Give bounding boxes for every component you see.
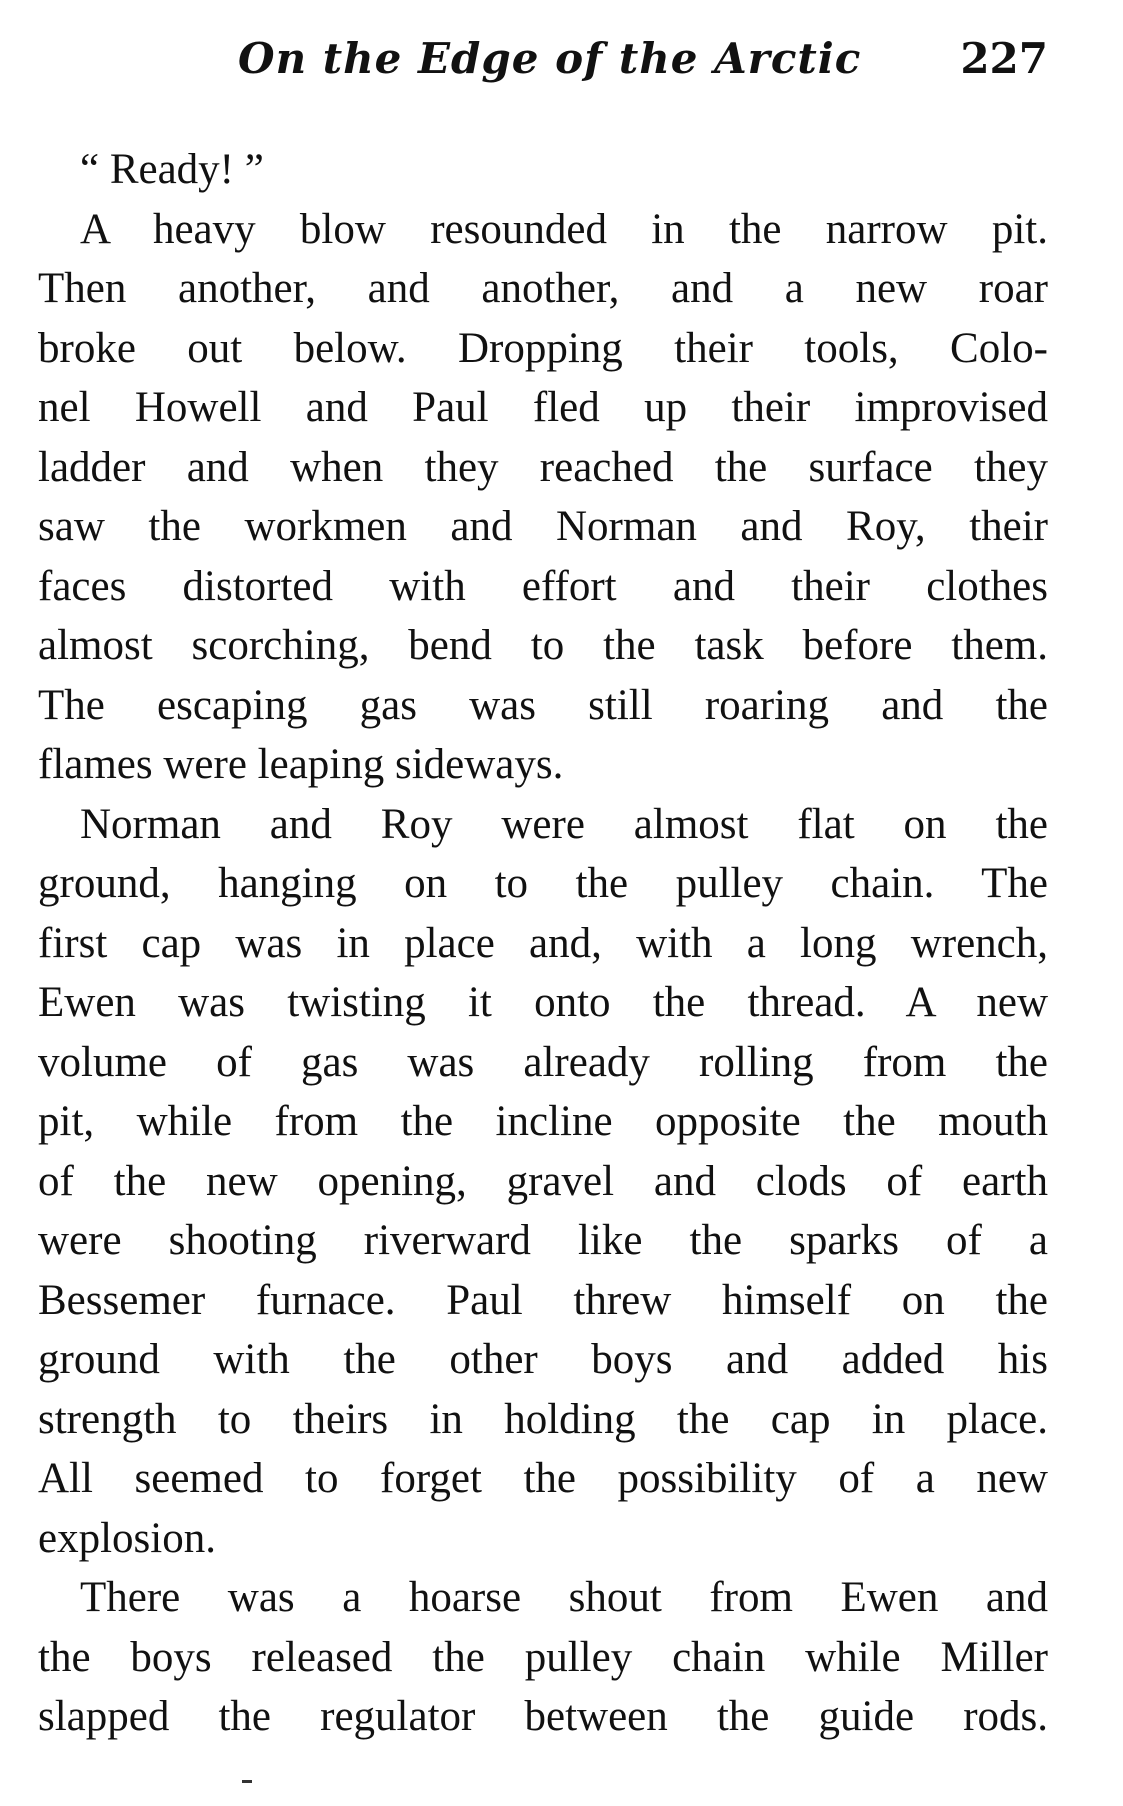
text-line: of the new opening, gravel and clods of earth xyxy=(38,1157,1048,1205)
paragraph xyxy=(38,795,1048,1569)
text-line: ground with the other boys and added his xyxy=(38,1336,1048,1383)
text-line: pit, while from the incline opposite the mouth xyxy=(38,1098,1048,1145)
text-line: “ Ready! ” xyxy=(80,146,264,193)
text-line: were shooting riverward like the sparks of a xyxy=(38,1217,1048,1264)
text-line: The escaping gas was still roaring and the xyxy=(38,681,1048,729)
text-line: saw the workmen and Norman and Roy, their xyxy=(38,503,1048,550)
paragraph xyxy=(38,200,1048,795)
text-line: There was a hoarse shout from Ewen and xyxy=(80,1574,1048,1621)
text-line: volume of gas was already rolling from the xyxy=(38,1038,1048,1086)
paragraph xyxy=(38,140,1048,200)
text-line: strength to theirs in holding the cap in place. xyxy=(38,1395,1048,1443)
text-line: Bessemer furnace. Paul threw himself on the xyxy=(38,1276,1048,1324)
text-line: the boys released the pulley chain while Miller xyxy=(38,1633,1048,1681)
text-line: A heavy blow resounded in the narrow pit. xyxy=(80,205,1048,253)
text-line: explosion. xyxy=(38,1514,216,1562)
text-line: nel Howell and Paul fled up their improvised xyxy=(38,384,1048,431)
text-line: almost scorching, bend to the task before them. xyxy=(38,622,1048,669)
running-head xyxy=(38,34,1048,94)
text-line: flames were leaping sideways. xyxy=(38,741,564,788)
book-page xyxy=(38,0,1048,1806)
text-line: Then another, and another, and a new roar xyxy=(38,265,1048,312)
text-line: Ewen was twisting it onto the thread. A new xyxy=(38,979,1048,1026)
paragraph xyxy=(38,1568,1048,1747)
text-line: ground, hanging on to the pulley chain. The xyxy=(38,860,1048,907)
text-line: All seemed to forget the possibility of a new xyxy=(38,1455,1048,1502)
page-number: 227 xyxy=(960,34,1048,83)
text-line: broke out below. Dropping their tools, Colo- xyxy=(38,324,1048,372)
running-title: On the Edge of the Arctic xyxy=(238,34,862,83)
text-line: faces distorted with effort and their clothes xyxy=(38,562,1048,610)
text-line: Norman and Roy were almost flat on the xyxy=(80,800,1048,848)
body-text xyxy=(38,140,1048,1747)
text-line: ladder and when they reached the surface they xyxy=(38,443,1048,491)
text-line: first cap was in place and, with a long wrench, xyxy=(38,919,1048,967)
ink-mark xyxy=(242,1780,252,1783)
text-line: slapped the regulator between the guide rods. xyxy=(38,1693,1048,1740)
